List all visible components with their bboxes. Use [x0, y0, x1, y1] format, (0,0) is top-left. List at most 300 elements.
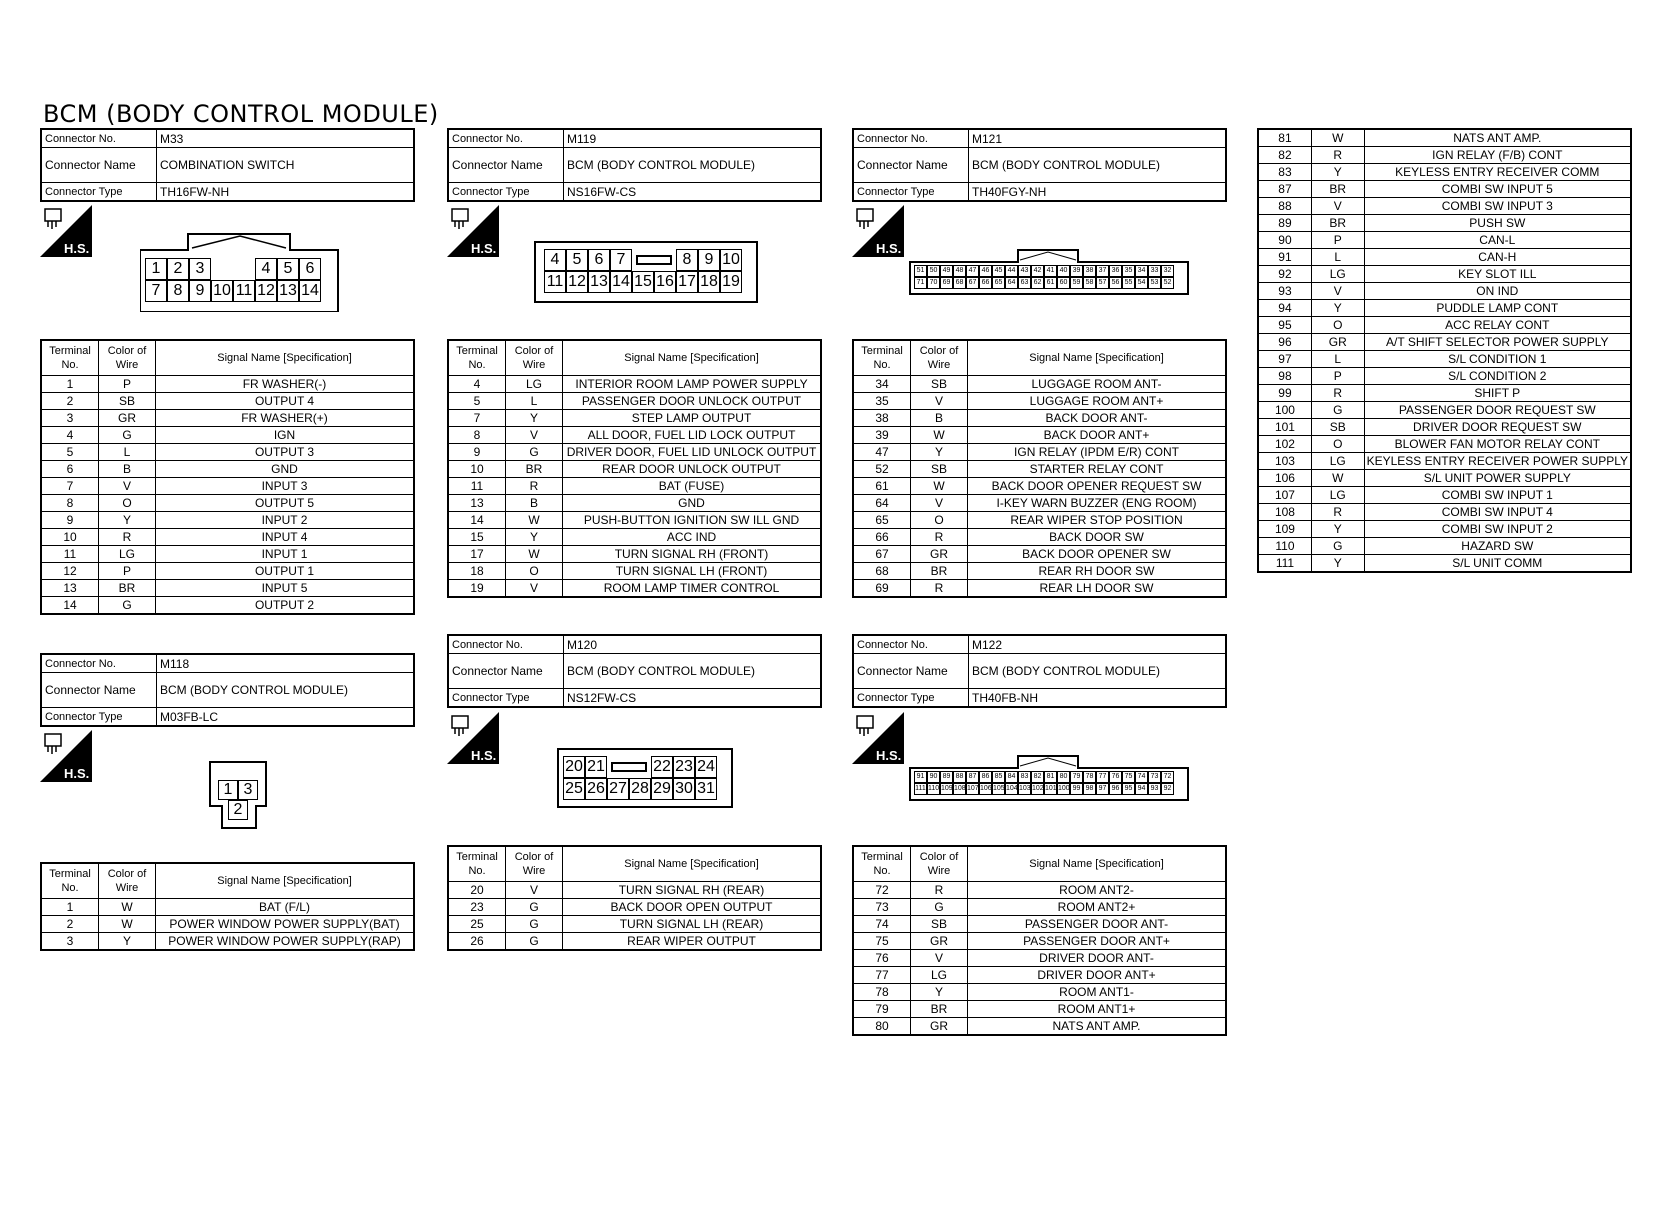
- table-row: [1258, 266, 1631, 283]
- connector-pin: 13: [277, 280, 299, 302]
- terminal-no-cell: 103: [1258, 453, 1311, 470]
- connector-pin: 22: [651, 756, 673, 778]
- signal-name-cell: BACK DOOR OPEN OUTPUT: [563, 899, 822, 916]
- header-signal-name: Signal Name [Specification]: [563, 340, 822, 376]
- signal-name-cell: COMBI SW INPUT 1: [1364, 487, 1631, 504]
- wire-color-cell: GR: [911, 933, 968, 950]
- header-signal-name: Signal Name [Specification]: [563, 846, 822, 882]
- hs-label: H.S.: [64, 766, 90, 781]
- signal-name-cell: KEYLESS ENTRY RECEIVER POWER SUPPLY: [1364, 453, 1631, 470]
- table-row: [853, 410, 1226, 427]
- signal-name-cell: PASSENGER DOOR UNLOCK OUTPUT: [563, 393, 822, 410]
- wire-color-cell: Y: [1311, 300, 1364, 317]
- connector-pin: 2: [228, 800, 248, 820]
- connector-pin: 81: [1044, 771, 1057, 783]
- wire-color-cell: G: [506, 444, 563, 461]
- terminal-no-cell: 74: [853, 916, 911, 933]
- header-color-of-wire: Color of Wire: [99, 863, 156, 899]
- wire-color-cell: V: [99, 478, 156, 495]
- wire-color-cell: Y: [506, 529, 563, 546]
- table-row: [1258, 351, 1631, 368]
- connector-pin: 45: [992, 265, 1005, 277]
- connector-info-table: [447, 634, 822, 708]
- wire-color-cell: L: [99, 444, 156, 461]
- connector-pin: 57: [1096, 277, 1109, 289]
- table-row: [853, 393, 1226, 410]
- connector-name-label: Connector Name: [853, 148, 969, 183]
- wire-color-cell: Y: [506, 410, 563, 427]
- connector-pin: 92: [1161, 783, 1174, 795]
- signal-name-cell: FR WASHER(-): [156, 376, 415, 393]
- connector-pin: 49: [940, 265, 953, 277]
- connector-pin: 32: [1161, 265, 1174, 277]
- signal-name-cell: COMBI SW INPUT 2: [1364, 521, 1631, 538]
- terminal-no-cell: 109: [1258, 521, 1311, 538]
- connector-pin: 105: [992, 783, 1005, 795]
- connector-pin: 103: [1018, 783, 1031, 795]
- signal-name-cell: LUGGAGE ROOM ANT-: [968, 376, 1227, 393]
- connector-no-value: M121: [969, 129, 1227, 148]
- wire-color-cell: O: [911, 512, 968, 529]
- signal-name-cell: S/L CONDITION 1: [1364, 351, 1631, 368]
- terminal-no-cell: 52: [853, 461, 911, 478]
- signal-table-m120: [447, 845, 822, 951]
- signal-name-cell: ALL DOOR, FUEL LID LOCK OUTPUT: [563, 427, 822, 444]
- wire-color-cell: Y: [911, 444, 968, 461]
- table-row: [1258, 232, 1631, 249]
- hs-connector-icon: [852, 712, 904, 764]
- signal-name-cell: IGN: [156, 427, 415, 444]
- table-row: [853, 984, 1226, 1001]
- terminal-no-cell: 1: [41, 899, 99, 916]
- terminal-no-cell: 99: [1258, 385, 1311, 402]
- signal-name-cell: DRIVER DOOR ANT+: [968, 967, 1227, 984]
- connector-pin: 3: [238, 780, 258, 800]
- connector-info-table: [852, 634, 1227, 708]
- connector-pin: 77: [1096, 771, 1109, 783]
- connector-type-value: TH16FW-NH: [157, 183, 415, 202]
- table-row: [41, 933, 414, 951]
- connector-pin: 5: [277, 258, 299, 280]
- table-row: [41, 899, 414, 916]
- connector-type-label: Connector Type: [41, 183, 157, 202]
- header-terminal-no: Terminal No.: [41, 340, 99, 376]
- connector-pin: 104: [1005, 783, 1018, 795]
- signal-name-cell: INPUT 4: [156, 529, 415, 546]
- connector-name-value: BCM (BODY CONTROL MODULE): [969, 148, 1227, 183]
- terminal-no-cell: 68: [853, 563, 911, 580]
- table-row: [853, 444, 1226, 461]
- connector-pin: 74: [1135, 771, 1148, 783]
- connector-pin: 41: [1044, 265, 1057, 277]
- signal-name-cell: S/L UNIT COMM: [1364, 555, 1631, 573]
- connector-pin: 5: [566, 249, 588, 271]
- connector-pin: 83: [1018, 771, 1031, 783]
- table-row: [41, 393, 414, 410]
- connector-pin: 110: [927, 783, 940, 795]
- connector-pin: 90: [927, 771, 940, 783]
- signal-name-cell: POWER WINDOW POWER SUPPLY(RAP): [156, 933, 415, 951]
- signal-name-cell: REAR LH DOOR SW: [968, 580, 1227, 598]
- connector-pin: 29: [651, 778, 673, 800]
- terminal-no-cell: 3: [41, 933, 99, 951]
- wire-color-cell: LG: [911, 967, 968, 984]
- terminal-no-cell: 18: [448, 563, 506, 580]
- table-header-row: [853, 846, 1226, 882]
- signal-name-cell: DRIVER DOOR REQUEST SW: [1364, 419, 1631, 436]
- connector-pin: 24: [695, 756, 717, 778]
- wire-color-cell: R: [1311, 385, 1364, 402]
- signal-name-cell: INPUT 5: [156, 580, 415, 597]
- signal-table-m119-wrap: [447, 339, 822, 598]
- connector-info-table: [40, 128, 415, 202]
- connector-pin: 2: [167, 258, 189, 280]
- connector-no-value: M33: [157, 129, 415, 148]
- table-row: [448, 376, 821, 393]
- signal-name-cell: PUSH-BUTTON IGNITION SW ILL GND: [563, 512, 822, 529]
- terminal-no-cell: 7: [448, 410, 506, 427]
- table-row: [853, 950, 1226, 967]
- header-terminal-no: Terminal No.: [853, 846, 911, 882]
- connector-pin: 79: [1070, 771, 1083, 783]
- table-header-row: [448, 846, 821, 882]
- connector-pin: 54: [1135, 277, 1148, 289]
- connector-pin: 28: [629, 778, 651, 800]
- header-color-of-wire: Color of Wire: [911, 846, 968, 882]
- terminal-no-cell: 13: [41, 580, 99, 597]
- signal-name-cell: PASSENGER DOOR ANT+: [968, 933, 1227, 950]
- table-row: [448, 563, 821, 580]
- wire-color-cell: GR: [99, 410, 156, 427]
- terminal-no-cell: 14: [41, 597, 99, 615]
- table-row: [1258, 385, 1631, 402]
- table-row: [1258, 538, 1631, 555]
- connector-name-value: BCM (BODY CONTROL MODULE): [564, 148, 822, 183]
- terminal-no-cell: 100: [1258, 402, 1311, 419]
- hs-connector-icon: [852, 205, 904, 257]
- terminal-no-cell: 78: [853, 984, 911, 1001]
- wire-color-cell: W: [506, 546, 563, 563]
- terminal-no-cell: 64: [853, 495, 911, 512]
- wire-color-cell: R: [99, 529, 156, 546]
- signal-name-cell: GND: [156, 461, 415, 478]
- connector-pin: 4: [544, 249, 566, 271]
- connector-pin: 96: [1109, 783, 1122, 795]
- connector-pin: 11: [544, 271, 566, 293]
- connector-no-value: M119: [564, 129, 822, 148]
- wire-color-cell: R: [911, 580, 968, 598]
- terminal-no-cell: 91: [1258, 249, 1311, 266]
- header-terminal-no: Terminal No.: [448, 340, 506, 376]
- header-color-of-wire: Color of Wire: [911, 340, 968, 376]
- table-row: [1258, 504, 1631, 521]
- table-row: [1258, 453, 1631, 470]
- connector-pin: 58: [1083, 277, 1096, 289]
- signal-name-cell: BLOWER FAN MOTOR RELAY CONT: [1364, 436, 1631, 453]
- pin-blank: [632, 249, 676, 271]
- signal-name-cell: NATS ANT AMP.: [968, 1018, 1227, 1036]
- connector-pin: 68: [953, 277, 966, 289]
- signal-name-cell: ACC IND: [563, 529, 822, 546]
- connector-pin: 14: [299, 280, 321, 302]
- connector-pin: 38: [1083, 265, 1096, 277]
- connector-pin: 109: [940, 783, 953, 795]
- connector-name-value: BCM (BODY CONTROL MODULE): [157, 673, 415, 708]
- connector-pin: 47: [966, 265, 979, 277]
- connector-pin: 7: [610, 249, 632, 271]
- connector-pin: 69: [940, 277, 953, 289]
- signal-name-cell: CAN-H: [1364, 249, 1631, 266]
- wire-color-cell: V: [506, 580, 563, 598]
- pin-grid: [145, 258, 321, 302]
- connector-block-m122: [852, 634, 1227, 708]
- terminal-no-cell: 65: [853, 512, 911, 529]
- terminal-no-cell: 11: [41, 546, 99, 563]
- connector-info-table: [447, 128, 822, 202]
- connector-pin: 56: [1109, 277, 1122, 289]
- wire-color-cell: L: [506, 393, 563, 410]
- terminal-no-cell: 93: [1258, 283, 1311, 300]
- hs-label: H.S.: [64, 241, 90, 256]
- signal-name-cell: IGN RELAY (F/B) CONT: [1364, 147, 1631, 164]
- signal-name-cell: GND: [563, 495, 822, 512]
- terminal-no-cell: 7: [41, 478, 99, 495]
- wire-color-cell: B: [911, 410, 968, 427]
- table-row: [41, 410, 414, 427]
- signal-name-cell: POWER WINDOW POWER SUPPLY(BAT): [156, 916, 415, 933]
- signal-name-cell: ON IND: [1364, 283, 1631, 300]
- terminal-no-cell: 69: [853, 580, 911, 598]
- connector-pin: 17: [676, 271, 698, 293]
- connector-pin: 15: [632, 271, 654, 293]
- hs-label: H.S.: [876, 748, 902, 763]
- connector-pin: 59: [1070, 277, 1083, 289]
- signal-name-cell: INPUT 2: [156, 512, 415, 529]
- connector-pin: 48: [953, 265, 966, 277]
- wire-color-cell: V: [506, 882, 563, 899]
- terminal-no-cell: 26: [448, 933, 506, 951]
- table-row: [41, 563, 414, 580]
- signal-table-m119: [447, 339, 822, 598]
- hs-label: H.S.: [876, 241, 902, 256]
- connector-name-label: Connector Name: [448, 148, 564, 183]
- connector-pin: 76: [1109, 771, 1122, 783]
- terminal-no-cell: 96: [1258, 334, 1311, 351]
- wire-color-cell: Y: [1311, 521, 1364, 538]
- wire-color-cell: V: [911, 495, 968, 512]
- table-row: [1258, 164, 1631, 181]
- connector-pin: 111: [914, 783, 927, 795]
- wire-color-cell: GR: [911, 1018, 968, 1036]
- terminal-no-cell: 19: [448, 580, 506, 598]
- signal-name-cell: I-KEY WARN BUZZER (ENG ROOM): [968, 495, 1227, 512]
- connector-pin: 42: [1031, 265, 1044, 277]
- connector-pin: 55: [1122, 277, 1135, 289]
- connector-pin: 13: [588, 271, 610, 293]
- connector-name-label: Connector Name: [41, 673, 157, 708]
- wire-color-cell: Y: [911, 984, 968, 1001]
- table-row: [448, 495, 821, 512]
- wire-color-cell: V: [911, 393, 968, 410]
- connector-no-value: M118: [157, 654, 415, 673]
- pin-blank: [607, 756, 651, 778]
- header-signal-name: Signal Name [Specification]: [968, 846, 1227, 882]
- connector-pin: 100: [1057, 783, 1070, 795]
- hs-label: H.S.: [471, 241, 497, 256]
- connector-block-m118: [40, 653, 415, 727]
- signal-table-m122: [852, 845, 1227, 1036]
- connector-diagram-m120: [557, 748, 733, 808]
- terminal-no-cell: 2: [41, 393, 99, 410]
- connector-no-value: M122: [969, 635, 1227, 654]
- connector-pin: 50: [927, 265, 940, 277]
- connector-pin: 34: [1135, 265, 1148, 277]
- connector-pin: 89: [940, 771, 953, 783]
- terminal-no-cell: 13: [448, 495, 506, 512]
- connector-pin: 21: [585, 756, 607, 778]
- signal-name-cell: PASSENGER DOOR REQUEST SW: [1364, 402, 1631, 419]
- table-row: [853, 916, 1226, 933]
- signal-name-cell: S/L UNIT POWER SUPPLY: [1364, 470, 1631, 487]
- connector-pin: 14: [610, 271, 632, 293]
- signal-name-cell: NATS ANT AMP.: [1364, 129, 1631, 147]
- connector-pin: 1: [218, 780, 238, 800]
- connector-pin: 102: [1031, 783, 1044, 795]
- signal-name-cell: A/T SHIFT SELECTOR POWER SUPPLY: [1364, 334, 1631, 351]
- connector-pin: 85: [992, 771, 1005, 783]
- table-row: [448, 512, 821, 529]
- terminal-no-cell: 111: [1258, 555, 1311, 573]
- wire-color-cell: W: [1311, 470, 1364, 487]
- wire-color-cell: R: [911, 882, 968, 899]
- table-row: [1258, 436, 1631, 453]
- signal-table-m122-wrap: [852, 845, 1227, 1036]
- terminal-no-cell: 80: [853, 1018, 911, 1036]
- terminal-no-cell: 107: [1258, 487, 1311, 504]
- signal-table-m120-wrap: [447, 845, 822, 951]
- signal-table-m121: [852, 339, 1227, 598]
- connector-pin: 70: [927, 277, 940, 289]
- signal-name-cell: KEYLESS ENTRY RECEIVER COMM: [1364, 164, 1631, 181]
- signal-name-cell: OUTPUT 2: [156, 597, 415, 615]
- wire-color-cell: P: [1311, 232, 1364, 249]
- table-row: [853, 933, 1226, 950]
- connector-pin: 61: [1044, 277, 1057, 289]
- connector-type-value: M03FB-LC: [157, 708, 415, 727]
- table-row: [853, 967, 1226, 984]
- table-row: [853, 461, 1226, 478]
- wire-color-cell: LG: [1311, 453, 1364, 470]
- wire-color-cell: GR: [1311, 334, 1364, 351]
- header-color-of-wire: Color of Wire: [99, 340, 156, 376]
- wire-color-cell: W: [99, 916, 156, 933]
- connector-type-value: TH40FB-NH: [969, 689, 1227, 708]
- wire-color-cell: G: [1311, 402, 1364, 419]
- signal-name-cell: DRIVER DOOR ANT-: [968, 950, 1227, 967]
- signal-table-m121-wrap: [852, 339, 1227, 598]
- table-row: [41, 495, 414, 512]
- table-row: [448, 580, 821, 598]
- connector-pin: 7: [145, 280, 167, 302]
- table-row: [448, 444, 821, 461]
- table-row: [448, 546, 821, 563]
- wire-color-cell: R: [1311, 147, 1364, 164]
- table-row: [1258, 487, 1631, 504]
- connector-pin: 62: [1031, 277, 1044, 289]
- connector-pin: 10: [720, 249, 742, 271]
- connector-pin: 44: [1005, 265, 1018, 277]
- terminal-no-cell: 17: [448, 546, 506, 563]
- signal-table-m118-wrap: [40, 862, 415, 951]
- connector-pin: 30: [673, 778, 695, 800]
- table-row: [448, 899, 821, 916]
- connector-pin: 88: [953, 771, 966, 783]
- table-row: [1258, 283, 1631, 300]
- wire-color-cell: V: [911, 950, 968, 967]
- wire-color-cell: L: [1311, 351, 1364, 368]
- terminal-no-cell: 92: [1258, 266, 1311, 283]
- table-row: [41, 546, 414, 563]
- table-row: [1258, 215, 1631, 232]
- latch-slot: [611, 762, 647, 772]
- connector-no-label: Connector No.: [448, 635, 564, 654]
- wire-color-cell: BR: [506, 461, 563, 478]
- table-row: [1258, 334, 1631, 351]
- header-signal-name: Signal Name [Specification]: [156, 340, 415, 376]
- connector-pin: 60: [1057, 277, 1070, 289]
- connector-pin: 84: [1005, 771, 1018, 783]
- terminal-no-cell: 83: [1258, 164, 1311, 181]
- connector-pin: 95: [1122, 783, 1135, 795]
- connector-type-value: NS16FW-CS: [564, 183, 822, 202]
- connector-no-label: Connector No.: [41, 654, 157, 673]
- table-header-row: [448, 340, 821, 376]
- wire-color-cell: LG: [1311, 266, 1364, 283]
- pin-grid: [544, 249, 742, 293]
- connector-type-value: NS12FW-CS: [564, 689, 822, 708]
- signal-table-continued: [1257, 128, 1632, 573]
- connector-pin: 27: [607, 778, 629, 800]
- wire-color-cell: B: [506, 495, 563, 512]
- signal-name-cell: REAR WIPER STOP POSITION: [968, 512, 1227, 529]
- terminal-no-cell: 108: [1258, 504, 1311, 521]
- connector-pin: 39: [1070, 265, 1083, 277]
- table-row: [853, 580, 1226, 598]
- connector-pin: 26: [585, 778, 607, 800]
- table-row: [1258, 181, 1631, 198]
- terminal-no-cell: 77: [853, 967, 911, 984]
- terminal-no-cell: 94: [1258, 300, 1311, 317]
- connector-name-label: Connector Name: [853, 654, 969, 689]
- hs-label: H.S.: [471, 748, 497, 763]
- connector-pin: 46: [979, 265, 992, 277]
- table-row: [1258, 555, 1631, 573]
- wire-color-cell: SB: [99, 393, 156, 410]
- terminal-no-cell: 23: [448, 899, 506, 916]
- connector-pin: 20: [563, 756, 585, 778]
- wire-color-cell: G: [506, 933, 563, 951]
- terminal-no-cell: 2: [41, 916, 99, 933]
- wire-color-cell: B: [99, 461, 156, 478]
- terminal-no-cell: 82: [1258, 147, 1311, 164]
- connector-block-m119: [447, 128, 822, 202]
- wire-color-cell: Y: [99, 512, 156, 529]
- wire-color-cell: P: [1311, 368, 1364, 385]
- terminal-no-cell: 5: [448, 393, 506, 410]
- connector-pin: 91: [914, 771, 927, 783]
- table-row: [853, 495, 1226, 512]
- connector-no-value: M120: [564, 635, 822, 654]
